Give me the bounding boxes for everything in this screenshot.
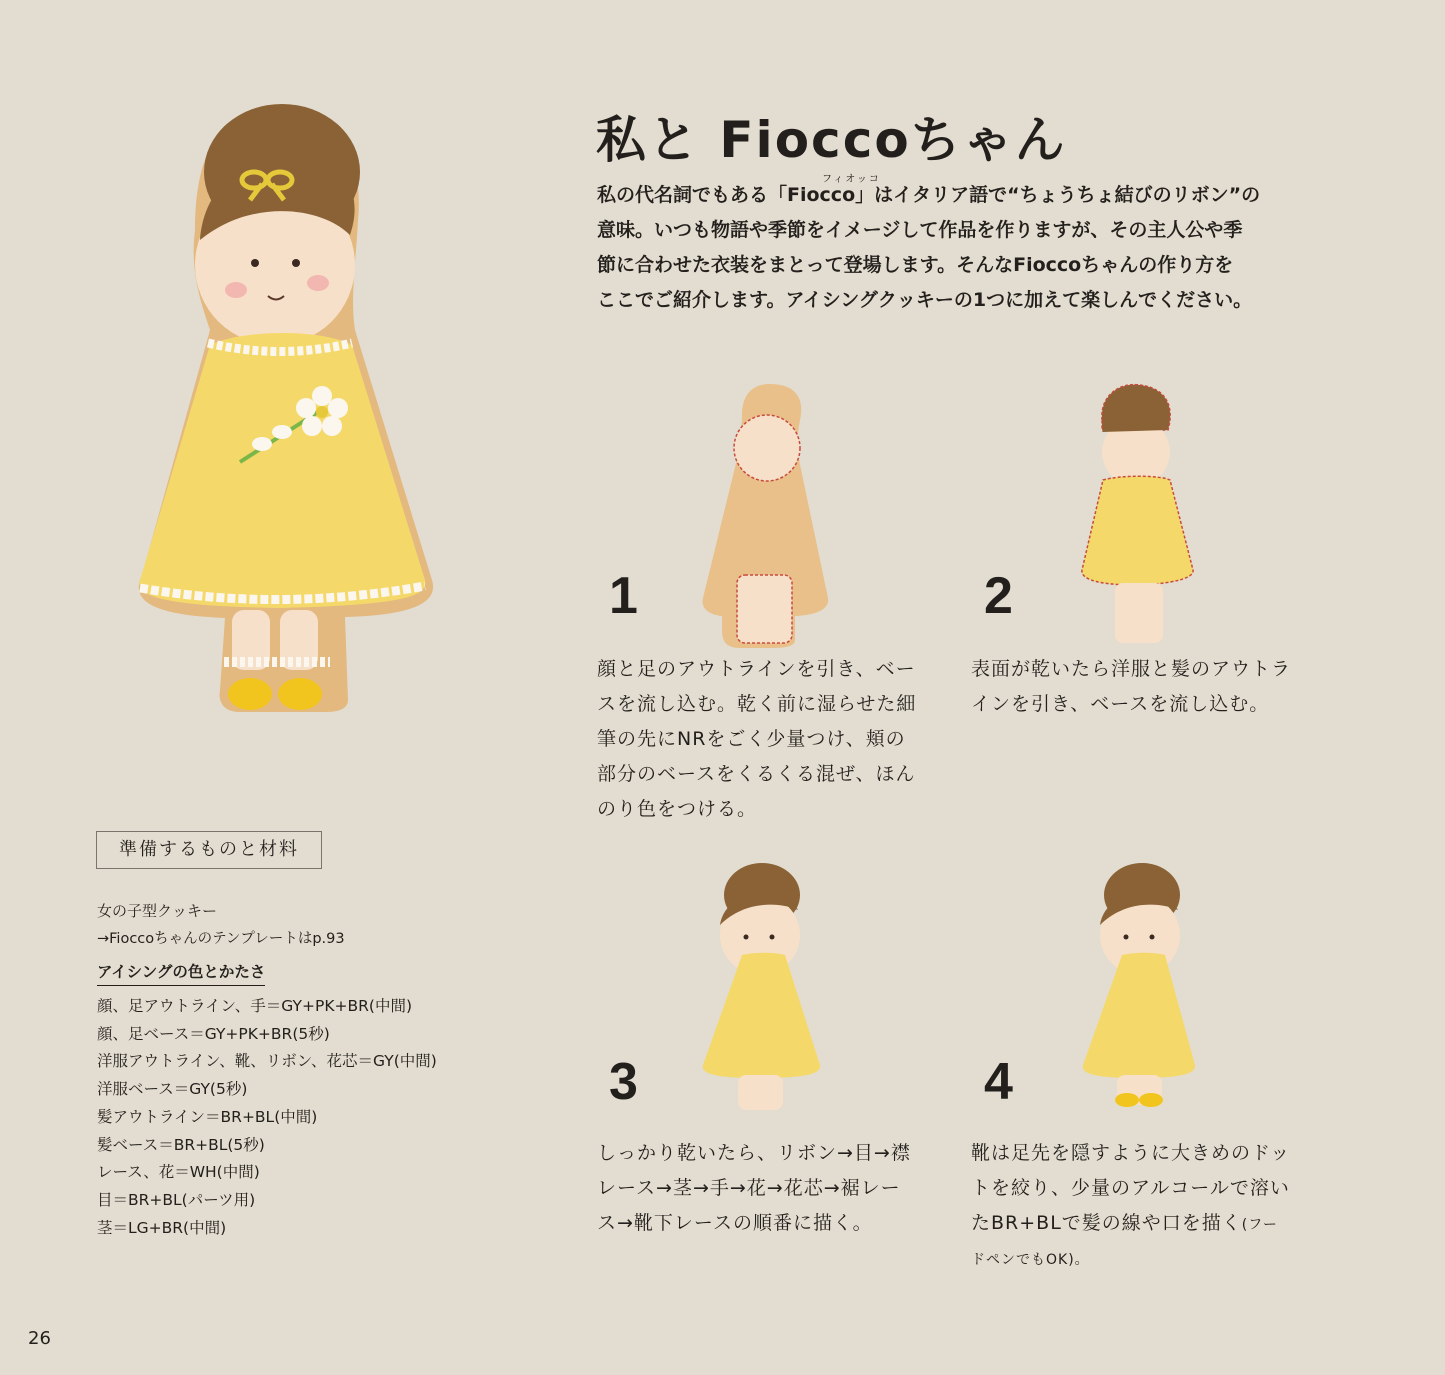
icing-heading: アイシングの色とかたさ xyxy=(97,960,265,986)
icing-item: 洋服ベース＝GY(5秒) xyxy=(97,1080,248,1099)
step-line: 靴は足先を隠すように大きめのドッ xyxy=(971,1142,1291,1164)
icing-list xyxy=(97,993,437,1242)
icing-item: レース、花＝WH(中間) xyxy=(97,1163,260,1182)
icing-item: 髪ベース＝BR+BL(5秒) xyxy=(97,1135,265,1154)
icing-item: 顔、足ベース＝GY+PK+BR(5秒) xyxy=(97,1024,330,1043)
intro-line: 節に合わせた衣装をまとって登場します。そんなFioccoちゃんの作り方を xyxy=(597,254,1234,276)
icing-item: 目＝BR+BL(パーツ用) xyxy=(97,1190,256,1209)
icing-item: 茎＝LG+BR(中間) xyxy=(97,1218,227,1237)
intro-paragraph xyxy=(597,178,1317,318)
step-4-text xyxy=(971,1136,1290,1278)
step-line-note: (フー xyxy=(1241,1217,1278,1233)
ruby-annotation: フィオッコ xyxy=(822,174,881,185)
icing-item: 髪アウトライン＝BR+BL(中間) xyxy=(97,1107,318,1126)
step-4-number: 4 xyxy=(984,1053,1013,1111)
intro-line: 私の代名詞でもある「Fiocco」はイタリア語で“ちょうちょ結びのリボン”の xyxy=(597,184,1261,206)
page-title: 私と Fioccoちゃん xyxy=(596,111,1067,169)
step-1-number: 1 xyxy=(609,567,638,625)
materials-heading: 準備するものと材料 xyxy=(96,831,322,869)
step-line: しっかり乾いたら、リボン→目→襟 xyxy=(597,1142,911,1164)
step-3-number: 3 xyxy=(609,1053,638,1111)
step-1-text xyxy=(597,652,916,827)
intro-line: ここでご紹介します。アイシングクッキーの1つに加えて楽しんでください。 xyxy=(597,289,1253,311)
template-reference: →Fioccoちゃんのテンプレートはp.93 xyxy=(97,931,345,947)
step-line: 顔と足のアウトラインを引き、ベー xyxy=(597,658,916,680)
intro-line: 意味。いつも物語や季節をイメージして作品を作りますが、その主人公や季 xyxy=(597,219,1243,241)
step-2-text xyxy=(971,652,1291,722)
page-number: 26 xyxy=(28,1328,51,1349)
icing-item: 顔、足アウトライン、手＝GY+PK+BR(中間) xyxy=(97,997,412,1015)
step-line xyxy=(971,1206,1290,1243)
step-line: インを引き、ベースを流し込む。 xyxy=(971,693,1270,715)
step-line-main: たBR+BLで髪の線や口を描く xyxy=(971,1212,1242,1234)
step-line: ス→靴下レースの順番に描く。 xyxy=(597,1212,873,1234)
step-line: トを絞り、少量のアルコールで溶い xyxy=(971,1177,1290,1199)
step-line: レース→茎→手→花→花芯→裾レー xyxy=(597,1177,901,1199)
step-3-text xyxy=(597,1136,911,1241)
step-line: スを流し込む。乾く前に湿らせた細 xyxy=(597,693,917,715)
step-line-note: ドペンでもOK)。 xyxy=(971,1252,1090,1268)
materials-item: 女の子型クッキー xyxy=(97,902,218,920)
step-2-number: 2 xyxy=(984,567,1013,625)
step-line: 表面が乾いたら洋服と髪のアウトラ xyxy=(971,658,1292,680)
step-line: のり色をつける。 xyxy=(597,798,758,820)
icing-item: 洋服アウトライン、靴、リボン、花芯＝GY(中間) xyxy=(97,1052,437,1071)
step-line: 部分のベースをくるくる混ぜ、ほん xyxy=(597,763,916,785)
step-line: 筆の先にNRをごく少量つけ、頬の xyxy=(597,728,906,750)
